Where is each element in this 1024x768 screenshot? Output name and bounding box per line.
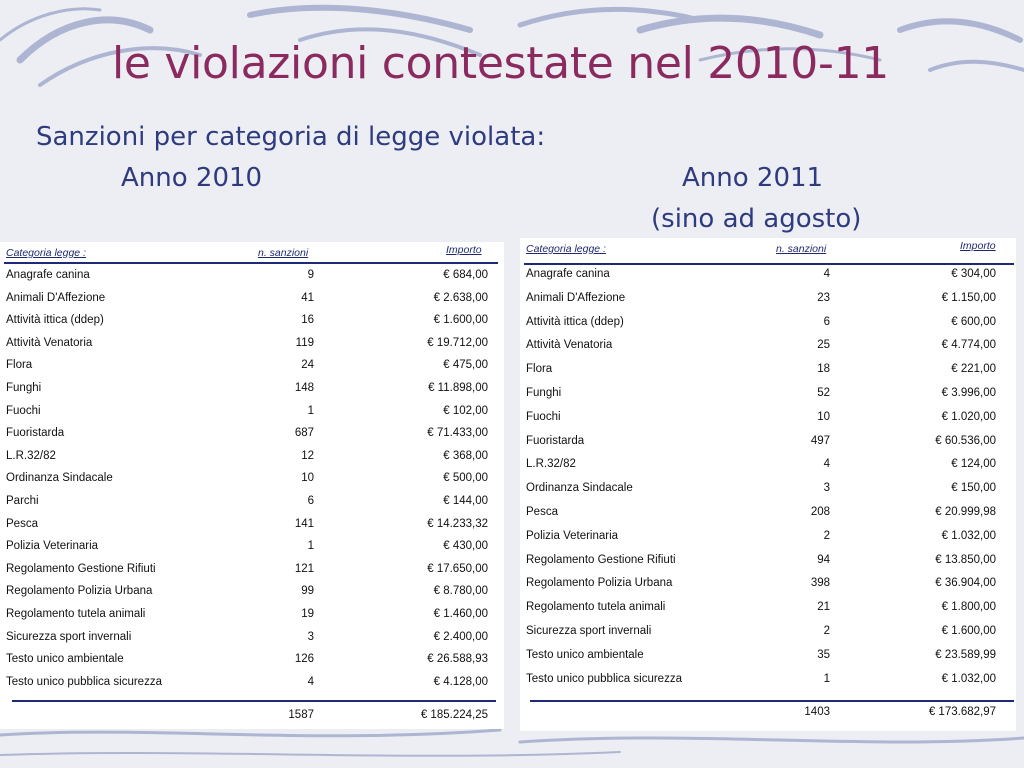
row-category: Testo unico pubblica sicurezza [526, 672, 682, 685]
table-row [0, 379, 504, 402]
row-category: Ordinanza Sindacale [6, 472, 113, 485]
row-count: 9 [307, 269, 314, 281]
row-amount: € 2.638,00 [433, 291, 488, 304]
row-category: Attività ittica (ddep) [526, 315, 624, 328]
table-row [0, 673, 504, 696]
row-count: 126 [294, 653, 314, 666]
row-amount: € 475,00 [443, 359, 488, 372]
row-count: 52 [817, 386, 830, 399]
row-amount: € 500,00 [443, 472, 488, 485]
row-amount: € 1.460,00 [433, 607, 488, 620]
row-category: Testo unico ambientale [6, 653, 124, 666]
row-count: 6 [307, 494, 314, 507]
header-amount: Importo [960, 240, 996, 252]
table-rows [520, 265, 1016, 693]
total-row [0, 707, 504, 727]
row-count: 148 [294, 381, 314, 394]
table-row [0, 537, 504, 560]
table-row [0, 402, 504, 425]
table-row [0, 628, 504, 651]
row-count: 4 [823, 268, 830, 280]
table-row [520, 408, 1016, 432]
row-category: Attività Venatoria [6, 336, 93, 349]
table-row [0, 560, 504, 583]
row-amount: € 11.898,00 [428, 381, 488, 394]
row-count: 2 [823, 529, 830, 542]
table-row [520, 622, 1016, 646]
table-row [0, 515, 504, 538]
table-rows [0, 266, 504, 695]
table-row [520, 527, 1016, 551]
row-amount: € 4.128,00 [433, 675, 488, 688]
row-count: 208 [810, 505, 830, 518]
row-count: 1 [307, 540, 314, 553]
row-category: Regolamento tutela animali [526, 601, 666, 614]
row-category: Sicurezza sport invernali [6, 630, 132, 643]
row-amount: € 1.150,00 [941, 291, 996, 304]
table-row [0, 266, 504, 289]
row-category: Fuoristarda [526, 434, 585, 447]
table-row [0, 311, 504, 334]
row-count: 19 [301, 607, 314, 620]
table-row [520, 551, 1016, 575]
row-category: Pesca [526, 505, 558, 518]
row-category: L.R.32/82 [526, 458, 576, 471]
row-amount: € 23.589,99 [935, 648, 996, 661]
row-category: Attività Venatoria [526, 339, 613, 352]
row-category: Anagrafe canina [6, 269, 90, 281]
table-row [0, 650, 504, 673]
table-row [520, 574, 1016, 598]
row-amount: € 71.433,00 [427, 427, 488, 440]
row-category: Testo unico pubblica sicurezza [6, 675, 162, 688]
row-count: 18 [817, 363, 830, 376]
row-category: Regolamento tutela animali [6, 607, 146, 620]
table-header [0, 242, 504, 264]
row-count: 6 [823, 315, 830, 328]
row-amount: € 36.904,00 [935, 577, 996, 590]
table-row [520, 336, 1016, 360]
table-row [520, 503, 1016, 527]
row-amount: € 1.800,00 [941, 601, 996, 614]
row-count: 2 [823, 624, 830, 637]
row-count: 12 [301, 449, 314, 462]
table-row [0, 334, 504, 357]
row-count: 3 [307, 630, 314, 643]
row-amount: € 8.780,00 [433, 585, 488, 598]
total-rule [12, 700, 496, 702]
row-count: 121 [294, 562, 314, 575]
row-category: Attività ittica (ddep) [6, 314, 104, 327]
row-count: 1 [307, 404, 314, 417]
row-category: Flora [526, 363, 553, 376]
row-category: Fuochi [6, 404, 41, 417]
table-row [520, 646, 1016, 670]
row-amount: € 60.536,00 [935, 434, 996, 447]
row-amount: € 19.712,00 [427, 336, 488, 349]
row-count: 10 [817, 410, 830, 423]
table-row [520, 432, 1016, 456]
row-count: 24 [301, 359, 314, 372]
table-row [520, 455, 1016, 479]
row-count: 119 [295, 336, 314, 349]
table-row [520, 313, 1016, 337]
row-count: 21 [817, 601, 830, 614]
row-category: Animali D'Affezione [526, 291, 626, 304]
row-amount: € 1.032,00 [941, 672, 996, 685]
row-category: Polizia Veterinaria [6, 540, 99, 553]
row-amount: € 304,00 [951, 268, 996, 280]
header-count: n. sanzioni [776, 243, 827, 255]
row-amount: € 17.650,00 [427, 562, 488, 575]
total-amount: € 185.224,25 [420, 709, 488, 721]
slide-subtitle: Sanzioni per categoria di legge violata: [36, 122, 546, 152]
row-count: 687 [294, 427, 314, 440]
year-2011-note: (sino ad agosto) [651, 204, 862, 234]
row-category: Sicurezza sport invernali [526, 624, 652, 637]
table-row [520, 360, 1016, 384]
table-row [520, 598, 1016, 622]
row-count: 1 [823, 672, 830, 685]
row-amount: € 144,00 [443, 494, 488, 507]
row-category: Animali D'Affezione [6, 291, 106, 304]
row-category: Regolamento Polizia Urbana [526, 577, 673, 590]
total-row [520, 704, 1016, 724]
row-category: Regolamento Polizia Urbana [6, 585, 153, 598]
table-row [520, 384, 1016, 408]
table-row [0, 605, 504, 628]
row-category: Fuochi [526, 410, 561, 423]
row-count: 141 [294, 517, 314, 530]
row-amount: € 26.588,93 [427, 653, 488, 666]
row-category: Flora [6, 359, 33, 372]
year-2010-label: Anno 2010 [121, 163, 263, 193]
table-2011 [520, 238, 1016, 731]
table-row [0, 424, 504, 447]
total-amount: € 173.682,97 [928, 706, 996, 718]
row-count: 4 [823, 458, 830, 471]
row-category: Regolamento Gestione Rifiuti [526, 553, 676, 566]
row-category: Funghi [526, 386, 562, 399]
row-amount: € 600,00 [951, 315, 996, 328]
row-category: Parchi [6, 494, 39, 507]
header-count: n. sanzioni [258, 247, 309, 259]
row-count: 497 [810, 434, 830, 447]
row-count: 25 [817, 339, 830, 352]
table-row [0, 289, 504, 312]
table-header [520, 238, 1016, 260]
table-row [0, 582, 504, 605]
row-count: 4 [307, 675, 314, 688]
row-count: 23 [817, 291, 830, 304]
table-row [520, 265, 1016, 289]
row-count: 35 [817, 648, 830, 661]
row-count: 99 [301, 585, 314, 598]
row-count: 3 [823, 482, 830, 495]
row-category: Funghi [6, 381, 42, 394]
row-amount: € 3.996,00 [941, 386, 996, 399]
row-amount: € 430,00 [443, 540, 488, 553]
row-amount: € 14.233,32 [427, 517, 488, 530]
header-amount: Importo [446, 244, 482, 256]
row-amount: € 124,00 [951, 458, 996, 471]
row-category: Ordinanza Sindacale [526, 482, 633, 495]
slide-title: le violazioni contestate nel 2010-11 [112, 38, 889, 89]
table-row [520, 479, 1016, 503]
row-amount: € 1.020,00 [941, 410, 996, 423]
table-row [0, 447, 504, 470]
row-amount: € 150,00 [951, 482, 996, 495]
total-count: 1403 [804, 706, 830, 718]
table-row [0, 492, 504, 515]
total-count: 1587 [288, 709, 314, 721]
row-category: Fuoristarda [6, 427, 65, 440]
row-amount: € 102,00 [443, 404, 488, 417]
row-category: L.R.32/82 [6, 449, 56, 462]
row-count: 41 [301, 291, 314, 304]
row-amount: € 684,00 [443, 269, 488, 281]
row-category: Polizia Veterinaria [526, 529, 619, 542]
row-count: 398 [810, 577, 830, 590]
total-rule [530, 700, 1014, 702]
header-category: Categoria legge : [6, 247, 86, 259]
table-row [520, 670, 1016, 694]
row-amount: € 1.032,00 [941, 529, 996, 542]
row-amount: € 1.600,00 [941, 624, 996, 637]
row-category: Testo unico ambientale [526, 648, 644, 661]
row-amount: € 368,00 [443, 449, 488, 462]
table-row [520, 289, 1016, 313]
table-row [0, 356, 504, 379]
row-amount: € 13.850,00 [935, 553, 996, 566]
row-count: 16 [301, 314, 314, 327]
row-amount: € 2.400,00 [433, 630, 488, 643]
row-category: Anagrafe canina [526, 268, 610, 280]
row-count: 10 [301, 472, 314, 485]
table-row [0, 469, 504, 492]
header-category: Categoria legge : [526, 243, 606, 255]
row-category: Pesca [6, 517, 38, 530]
row-category: Regolamento Gestione Rifiuti [6, 562, 156, 575]
header-rule [4, 262, 498, 264]
row-amount: € 20.999,98 [935, 505, 996, 518]
row-amount: € 4.774,00 [941, 339, 996, 352]
row-amount: € 1.600,00 [433, 314, 488, 327]
row-count: 94 [817, 553, 830, 566]
year-2011-label: Anno 2011 [682, 163, 824, 193]
table-2010 [0, 242, 504, 729]
row-amount: € 221,00 [951, 363, 996, 376]
